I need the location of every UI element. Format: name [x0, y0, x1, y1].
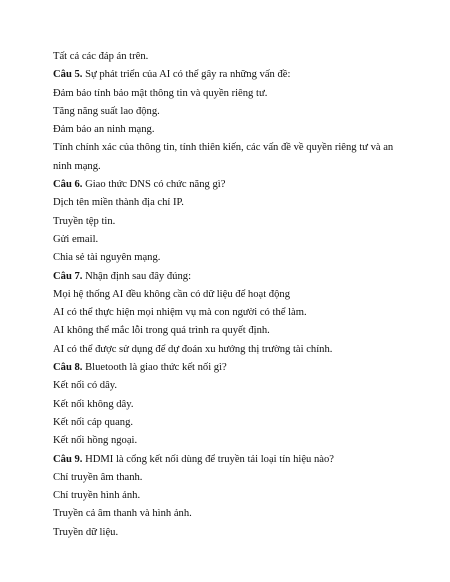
answer-option: Kết nối cáp quang. [53, 416, 134, 428]
question-9 [53, 451, 413, 469]
question-text: Bluetooth là giao thức kết nối gì? [82, 362, 227, 374]
answer-option: Mọi hệ thống AI đều không cần có dữ liệu để hoạt động [53, 288, 290, 300]
answer-option: Kết nối hồng ngoại. [53, 435, 138, 447]
answer-option: Chỉ truyền hình ảnh. [53, 490, 141, 502]
question-5 [53, 66, 413, 84]
answer-option: Chỉ truyền âm thanh. [53, 471, 143, 483]
answer-option: Dịch tên miền thành địa chỉ IP. [53, 197, 184, 209]
answer-option: Kết nối có dây. [53, 380, 118, 392]
question-text: Giao thức DNS có chức năng gì? [82, 179, 226, 191]
question-number: Câu 7. [53, 270, 83, 282]
answer-option: Kết nối không dây. [53, 398, 134, 410]
answer-option: Tăng năng suất lao động. [53, 105, 160, 117]
question-number: Câu 6. [53, 179, 83, 191]
document-content [53, 48, 413, 542]
answer-option: Đảm bảo an ninh mạng. [53, 124, 155, 136]
answer-option: Truyền cả âm thanh và hình ảnh. [53, 508, 192, 520]
question-number: Câu 5. [53, 69, 83, 81]
question-number: Câu 8. [53, 362, 83, 374]
question-6 [53, 176, 413, 194]
answer-option: AI có thể được sử dụng để dự đoán xu hướng thị trường tài chính. [53, 343, 333, 355]
question-text: HDMI là cổng kết nối dùng để truyền tải loại tín hiệu nào? [82, 453, 334, 465]
answer-option: Tính chính xác của thông tin, tính thiên kiến, các vấn đề về quyền riêng tư và an ninh mạng. [53, 142, 394, 172]
answer-option: Tất cả các đáp án trên. [53, 51, 149, 62]
question-number: Câu 9. [53, 453, 83, 465]
question-8 [53, 359, 413, 377]
answer-option: Đảm bảo tính bảo mật thông tin và quyền riêng tư. [53, 87, 268, 99]
question-7 [53, 268, 413, 286]
answer-option: Gửi email. [53, 233, 99, 245]
question-text: Sự phát triển của AI có thể gây ra những vấn đề: [82, 69, 291, 81]
question-text: Nhận định sau đây đúng: [82, 270, 192, 282]
answer-option: Chia sẻ tài nguyên mạng. [53, 252, 161, 264]
answer-option: Truyền tệp tin. [53, 215, 116, 227]
answer-option: AI có thể thực hiện mọi nhiệm vụ mà con người có thể làm. [53, 307, 307, 319]
answer-option: AI không thể mắc lỗi trong quá trình ra quyết định. [53, 325, 270, 337]
answer-option: Truyền dữ liệu. [53, 526, 119, 538]
